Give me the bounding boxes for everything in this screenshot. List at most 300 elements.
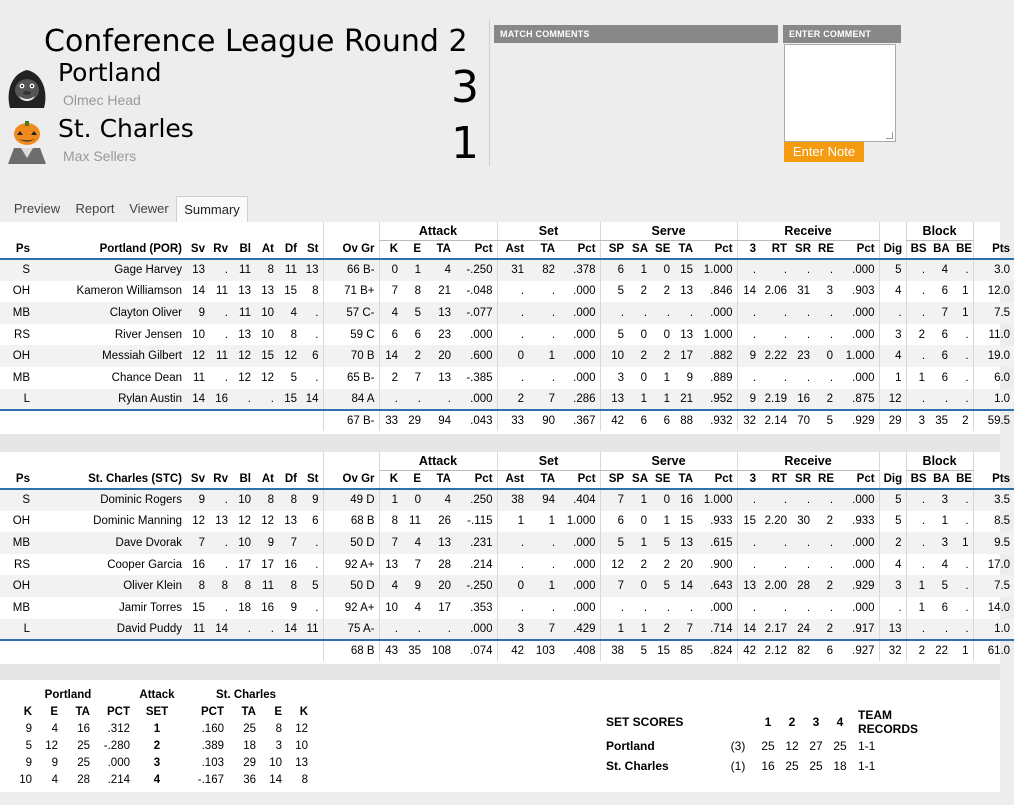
stat-cell-kills: . (379, 619, 402, 641)
col-header-receives[interactable]: Rv (209, 240, 232, 259)
attack-set-cell: 25 (243, 722, 256, 735)
stat-cell-overall-grade: 49 D (323, 489, 379, 511)
col-header-block-assists[interactable]: BA (929, 470, 952, 489)
col-header-set-pct[interactable]: Pct (559, 470, 600, 489)
stat-cell-serve-pct: .900 (710, 558, 733, 571)
stat-cell-assists: . (497, 324, 528, 346)
match-comments-header: MATCH COMMENTS (494, 25, 778, 43)
stat-cell-receive-pct: .000 (837, 302, 879, 324)
player-name[interactable]: Oliver Klein (34, 575, 186, 597)
col-header-serve-attempts[interactable]: TA (674, 470, 697, 489)
stat-cell-attacks: . (255, 619, 278, 641)
stat-cell-position: RS (14, 328, 30, 341)
stat-cell-sets: . (301, 302, 323, 324)
stat-cell-kills: 4 (379, 575, 402, 597)
total-cell-digs (278, 640, 301, 661)
stat-cell-set-pct: .286 (559, 389, 600, 411)
stat-cell-kills: 7 (379, 281, 402, 303)
col-header-digs-count[interactable]: Dig (879, 240, 906, 259)
stat-cell-attacks: . (255, 389, 278, 411)
col-header-set-attempts[interactable]: TA (528, 470, 559, 489)
section-spacer (0, 434, 1000, 452)
stat-cell-serve-errors: 2 (663, 558, 671, 571)
stat-cell-block-solos: 2 (906, 324, 929, 346)
col-header-aces[interactable]: SA (628, 470, 651, 489)
stat-cell-digs: 5 (290, 371, 297, 384)
stat-cell-receive-rating: . (760, 489, 791, 511)
stat-cell-receive-rating: . (760, 532, 791, 554)
stat-cell-digs-count: 4 (879, 345, 906, 367)
stat-cell-overall-grade: 68 B (323, 511, 379, 533)
stat-cell-serves: 11 (193, 371, 205, 384)
receive-group-header: Receive (737, 452, 879, 470)
group-spacer (323, 222, 379, 240)
stat-cell-sets: . (315, 371, 319, 384)
stat-cell-sets: 6 (312, 515, 319, 528)
col-header-team: St. Charles (STC) (34, 470, 186, 489)
stat-cell-assists: . (497, 281, 528, 303)
total-cell-serve-pct: .932 (697, 410, 737, 431)
col-header-blocks[interactable]: Bl (232, 240, 255, 259)
stat-cell-receive-rating: 2.17 (760, 619, 791, 641)
stat-cell-assists: . (497, 532, 528, 554)
col-header-receive-pct[interactable]: Pct (837, 240, 879, 259)
total-cell-receives (209, 640, 232, 661)
total-cell-receive-pct: .929 (837, 410, 879, 431)
player-name[interactable]: Chance Dean (111, 371, 182, 384)
stat-cell-serve-points: 12 (600, 554, 628, 576)
player-name[interactable]: Clayton Oliver (34, 302, 186, 324)
stat-cell-errors: 9 (402, 575, 425, 597)
stat-cell-attacks: 13 (261, 285, 274, 298)
stat-cell-receive-pct: .933 (852, 515, 875, 528)
total-cell-serve-receptions: 70 (791, 410, 814, 431)
stat-cell-block-solos: . (906, 345, 929, 367)
stat-cell-perfect-passes: . (737, 324, 760, 346)
col-header-overall-grade[interactable]: Ov Gr (323, 240, 379, 259)
col-header-attacks[interactable]: At (255, 470, 278, 489)
stat-cell-overall-grade: 50 D (323, 532, 379, 554)
tab-summary[interactable]: Summary (176, 196, 248, 222)
stat-cell-digs: 11 (278, 259, 301, 281)
stat-cell-kills: 1 (379, 489, 402, 511)
stat-cell-aces: 2 (640, 285, 648, 298)
stat-cell-serve-errors: 2 (651, 345, 674, 367)
attack-group-header: Attack (379, 452, 497, 470)
total-cell-assists: 42 (497, 640, 528, 661)
stat-cell-receive-rating: . (783, 371, 788, 384)
stat-cell-digs-count: 4 (879, 554, 906, 576)
col-header-serve-receptions[interactable]: SR (791, 240, 814, 259)
attack-set-cell: 4 (51, 773, 58, 786)
stat-cell-points: 6.0 (973, 367, 1014, 389)
col-header: PCT (201, 705, 224, 718)
attack-set-cell: 4 (153, 773, 161, 786)
col-header-block-assists[interactable]: BA (929, 240, 952, 259)
attack-set-cell: 29 (243, 756, 256, 769)
stat-cell-serve-pct: .615 (697, 532, 737, 554)
stat-cell-serves: 8 (186, 575, 209, 597)
col-header-receive-rating[interactable]: RT (760, 240, 791, 259)
stat-cell-attacks: 10 (261, 328, 274, 341)
player-row (0, 597, 1014, 619)
stat-cell-block-errors: . (952, 389, 973, 411)
stat-cell-overall-grade: 71 B+ (323, 281, 379, 303)
set-scores-table (606, 708, 952, 776)
stat-cell-perfect-passes: . (737, 489, 760, 511)
stat-cell-serve-pct: .933 (710, 515, 733, 528)
stat-cell-errors: 0 (402, 489, 425, 511)
col-header-set-attempts[interactable]: TA (528, 240, 559, 259)
player-name[interactable]: Jamir Torres (118, 601, 182, 614)
col-header-blocks[interactable]: Bl (232, 470, 255, 489)
stat-cell-position: OH (12, 285, 30, 298)
stat-cell-set-pct: .000 (573, 558, 596, 571)
attack-set-cell: -.280 (103, 739, 130, 752)
stat-cell-serve-errors: 2 (651, 619, 674, 641)
stat-cell-receive-pct: .000 (837, 489, 879, 511)
col-header-overall-grade[interactable]: Ov Gr (323, 470, 379, 489)
col-header-total-attempts[interactable]: TA (425, 240, 455, 259)
col-header-total-attempts[interactable]: TA (425, 470, 455, 489)
stat-cell-points: 14.0 (973, 597, 1014, 619)
stat-cell-set-attempts: . (551, 371, 556, 384)
stat-cell-perfect-passes: 9 (737, 389, 760, 411)
stat-cell-receives: . (224, 328, 228, 341)
col-header-perfect-passes[interactable]: 3 (737, 240, 760, 259)
col-header-sets[interactable]: St (301, 470, 323, 489)
total-cell-block-solos: 3 (906, 410, 929, 431)
stat-cell-serve-pct: .882 (697, 345, 737, 367)
stat-cell-serve-points: 3 (600, 367, 628, 389)
team-records-label: TEAM RECORDS (858, 708, 919, 736)
col-header-receive-errors[interactable]: RE (814, 240, 837, 259)
col-header-assists[interactable]: Ast (497, 470, 528, 489)
player-name[interactable]: David Puddy (34, 619, 186, 641)
col-header-serve-points[interactable]: SP (600, 240, 628, 259)
stat-cell-total-attempts: . (425, 389, 455, 411)
player-name[interactable]: Dominic Manning (93, 515, 182, 528)
col-header-set-pct[interactable]: Pct (559, 240, 600, 259)
player-name[interactable]: Rylan Austin (34, 389, 186, 411)
stat-cell-serve-pct: .889 (710, 371, 733, 384)
player-name[interactable]: Dominic Rogers (34, 489, 186, 511)
stat-cell-sets: 14 (301, 389, 323, 411)
stat-cell-block-errors: . (952, 489, 973, 511)
tab-report[interactable]: Report (75, 201, 115, 216)
total-cell-total-attempts: 94 (425, 410, 455, 431)
gorilla-logo-icon (4, 64, 50, 112)
col-header-receive-errors[interactable]: RE (814, 470, 837, 489)
player-row (0, 511, 1014, 533)
stat-cell-serve-attempts: 13 (680, 328, 694, 341)
col-header-digs-count[interactable]: Dig (879, 470, 906, 489)
stat-cell-digs-count: . (879, 302, 906, 324)
total-cell-serve-pct: .824 (697, 640, 737, 661)
col-header-perfect-passes[interactable]: 3 (737, 470, 760, 489)
col-header-position[interactable]: Ps (0, 470, 34, 489)
stat-cell-total-attempts: 20 (425, 345, 455, 367)
attack-set-cell: 9 (25, 722, 32, 735)
stat-cell-set-attempts: . (551, 328, 556, 341)
attack-set-cell: 28 (77, 773, 90, 786)
stat-cell-block-assists: . (929, 389, 952, 411)
receive-group-header: Receive (737, 222, 879, 240)
away-coach-name: Max Sellers (63, 148, 137, 164)
total-cell-serve-errors: 15 (651, 640, 674, 661)
stat-cell-receive-rating: 2.06 (764, 285, 788, 298)
stat-cell-aces: 0 (628, 575, 651, 597)
col-header-kills[interactable]: K (379, 470, 402, 489)
col-header-kills[interactable]: K (379, 240, 402, 259)
stat-cell-serve-attempts: 21 (674, 389, 697, 411)
stat-cell-assists: . (497, 367, 528, 389)
player-name[interactable]: Dave Dvorak (34, 532, 186, 554)
attack-set-cell: 12 (295, 722, 308, 735)
total-cell-perfect-passes: 32 (737, 410, 760, 431)
col-header-serves[interactable]: Sv (186, 470, 209, 489)
stat-cell-serves: 9 (186, 302, 209, 324)
total-cell-serve-points: 42 (600, 410, 628, 431)
stat-cell-serve-receptions: 23 (791, 345, 814, 367)
stat-cell-receives: 14 (209, 619, 232, 641)
stat-cell-set-pct: .000 (559, 302, 600, 324)
player-row (0, 345, 1014, 367)
col-header-receives[interactable]: Rv (209, 470, 232, 489)
stat-cell-block-solos: . (906, 532, 929, 554)
stat-cell-assists: 31 (497, 259, 528, 281)
stat-cell-overall-grade: 75 A- (323, 619, 379, 641)
stat-cell-serve-errors: . (651, 302, 674, 324)
stat-cell-serve-pct: 1.000 (697, 259, 737, 281)
stat-cell-receive-pct: 1.000 (837, 345, 879, 367)
stat-cell-serve-receptions: . (806, 601, 811, 614)
col-header-pct[interactable]: Pct (455, 240, 497, 259)
portland-stats-table (0, 222, 1014, 431)
stat-cell-digs: 7 (278, 532, 301, 554)
col-header-sets[interactable]: St (301, 240, 323, 259)
player-name[interactable]: Messiah Gilbert (34, 345, 186, 367)
stat-cell-set-attempts: 1 (528, 345, 559, 367)
total-cell-receive-rating: 2.12 (760, 640, 791, 661)
block-group-header: Block (906, 222, 973, 240)
stat-cell-sets: 5 (301, 575, 323, 597)
col-header-serve-points[interactable]: SP (600, 470, 628, 489)
group-spacer (879, 452, 906, 470)
set-score: 25 (833, 739, 847, 753)
set-score: 12 (785, 739, 799, 753)
player-name[interactable]: River Jensen (114, 328, 182, 341)
comment-textarea[interactable] (784, 44, 896, 142)
attack-set-cell: 36 (243, 773, 256, 786)
player-name[interactable]: Gage Harvey (34, 259, 186, 281)
tab-viewer[interactable]: Viewer (129, 201, 169, 216)
stat-cell-digs-count: 13 (879, 619, 906, 641)
stat-cell-set-pct: .404 (559, 489, 600, 511)
stat-cell-receive-errors: 0 (814, 345, 837, 367)
col-header-serve-receptions[interactable]: SR (791, 470, 814, 489)
stat-cell-serve-attempts: 14 (674, 575, 697, 597)
stat-cell-serve-points: 5 (600, 281, 628, 303)
attack-set-row (6, 771, 308, 788)
col-header-errors[interactable]: E (402, 240, 425, 259)
attack-set-cell: 4 (51, 722, 58, 735)
stat-cell-block-assists: 7 (929, 302, 952, 324)
stat-cell-block-errors: 1 (952, 532, 973, 554)
stat-cell-total-attempts: 13 (425, 532, 455, 554)
col-header: K (23, 705, 32, 718)
total-cell-pct: .074 (455, 640, 497, 661)
attack-set-cell: 3 (153, 756, 161, 769)
stat-cell-overall-grade: 92 A+ (323, 554, 379, 576)
stat-cell-aces: 1 (628, 259, 651, 281)
stat-cell-digs: 4 (278, 302, 301, 324)
stat-cell-total-attempts: 23 (438, 328, 451, 341)
col-header-serves[interactable]: Sv (186, 240, 209, 259)
stat-cell-kills: 2 (379, 367, 402, 389)
stat-cell-receive-pct: .917 (837, 619, 879, 641)
tab-preview[interactable]: Preview (13, 201, 61, 216)
stat-cell-serve-pct: .952 (697, 389, 737, 411)
stat-cell-receive-errors: . (829, 601, 834, 614)
col-header-block-errors[interactable]: BE (952, 240, 973, 259)
player-name[interactable]: Kameron Williamson (76, 285, 182, 298)
total-cell-serve-receptions: 82 (791, 640, 814, 661)
stat-cell-position: OH (0, 345, 34, 367)
player-row (0, 367, 1014, 389)
enter-note-button[interactable]: Enter Note (784, 142, 864, 162)
stat-cell-total-attempts: 28 (438, 558, 451, 571)
set-score: 16 (761, 759, 775, 773)
attack-set-cell: .103 (201, 756, 224, 769)
col-header-points[interactable]: Pts (973, 240, 1014, 259)
stat-cell-serve-receptions: . (791, 259, 814, 281)
col-header-pct[interactable]: Pct (455, 470, 497, 489)
stat-cell-serve-pct: 1.000 (697, 489, 737, 511)
col-header: TA (241, 705, 256, 718)
stat-cell-serve-errors: 1 (663, 515, 671, 528)
stat-cell-serve-errors: 5 (651, 575, 674, 597)
player-row (0, 532, 1014, 554)
col-header-serve-errors[interactable]: SE (651, 470, 674, 489)
total-cell-digs (278, 410, 301, 431)
stat-cell-pct: -.077 (455, 302, 497, 324)
attack-set-cell: 18 (243, 739, 256, 752)
stat-cell-sets: . (315, 328, 319, 341)
set-score: 18 (833, 759, 847, 773)
stat-cell-aces: 0 (640, 328, 648, 341)
col-header-errors[interactable]: E (402, 470, 425, 489)
stat-cell-receives: . (209, 302, 232, 324)
stat-cell-aces: 0 (640, 371, 648, 384)
group-spacer (973, 452, 1014, 470)
col-header-position[interactable]: Ps (0, 240, 34, 259)
col-header-serve-errors[interactable]: SE (651, 240, 674, 259)
stat-cell-serve-attempts: . (689, 601, 694, 614)
stat-cell-serve-attempts: 13 (680, 285, 694, 298)
stat-cell-receive-pct: .000 (837, 532, 879, 554)
player-row (0, 324, 1014, 346)
stat-cell-serve-attempts: 15 (680, 515, 694, 528)
header-divider (489, 20, 490, 166)
stat-cell-block-solos: . (906, 302, 929, 324)
attack-set-cell: 13 (295, 756, 308, 769)
col-header-receive-pct[interactable]: Pct (837, 470, 879, 489)
stat-cell-digs: 14 (278, 619, 301, 641)
stat-cell-receive-errors: 2 (814, 575, 837, 597)
stat-cell-errors: 2 (402, 345, 425, 367)
stat-cell-set-pct: .378 (559, 259, 600, 281)
stat-cell-perfect-passes: 9 (737, 345, 760, 367)
stat-cell-pct: .353 (470, 601, 493, 614)
stat-cell-position: MB (12, 601, 30, 614)
stat-cell-errors: 7 (414, 371, 421, 384)
col-header-block-errors[interactable]: BE (952, 470, 973, 489)
stat-cell-serves: 15 (192, 601, 205, 614)
stat-cell-kills: 6 (379, 324, 402, 346)
col-header-serve-attempts[interactable]: TA (674, 240, 697, 259)
block-group-header: Block (906, 452, 973, 470)
stat-cell-serves: 14 (192, 285, 205, 298)
col-header-serve-pct[interactable]: Pct (697, 470, 737, 489)
stat-cell-serve-pct: .846 (710, 285, 733, 298)
col-header: K (299, 705, 308, 718)
stat-cell-kills: 0 (379, 259, 402, 281)
col-header-points[interactable]: Pts (973, 470, 1014, 489)
summary-footer (0, 680, 1000, 792)
stat-cell-set-attempts: . (528, 532, 559, 554)
col-header-block-solos[interactable]: BS (906, 470, 929, 489)
stat-cell-receive-pct: .000 (852, 601, 875, 614)
stat-cell-errors: 5 (402, 302, 425, 324)
attack-set-cell: 9 (25, 756, 32, 769)
stat-cell-set-attempts: . (528, 302, 559, 324)
total-cell-team (34, 410, 186, 431)
col-header-aces[interactable]: SA (628, 240, 651, 259)
stat-cell-aces: 0 (640, 515, 648, 528)
stat-cell-block-assists: 6 (929, 345, 952, 367)
col-header: TA (75, 705, 90, 718)
stat-cell-block-assists: 3 (929, 489, 952, 511)
total-cell-overall-grade: 68 B (323, 640, 379, 661)
col-header-assists[interactable]: Ast (497, 240, 528, 259)
col-header-serve-pct[interactable]: Pct (697, 240, 737, 259)
stat-cell-block-errors: . (965, 515, 969, 528)
stat-cell-serves: 16 (192, 558, 205, 571)
stat-cell-receives: 13 (215, 515, 228, 528)
stat-cell-serve-errors: 2 (663, 285, 671, 298)
stat-cell-serve-pct: .714 (697, 619, 737, 641)
stat-cell-overall-grade: 84 A (323, 389, 379, 411)
stat-cell-points: 3.0 (973, 259, 1014, 281)
col-header-block-solos[interactable]: BS (906, 240, 929, 259)
stat-cell-blocks: 11 (232, 259, 255, 281)
stat-cell-set-attempts: 7 (528, 389, 559, 411)
stat-cell-serve-points: 1 (600, 619, 628, 641)
player-name[interactable]: Cooper Garcia (107, 558, 182, 571)
col-header-digs[interactable]: Df (278, 470, 301, 489)
col-header-attacks[interactable]: At (255, 240, 278, 259)
stat-cell-sets: . (315, 558, 319, 571)
col-header-receive-rating[interactable]: RT (760, 470, 791, 489)
attack-set-cell: 8 (275, 722, 282, 735)
stat-cell-attacks: 15 (255, 345, 278, 367)
attack-set-cell: 3 (275, 739, 282, 752)
stat-cell-serve-receptions: . (791, 489, 814, 511)
stat-cell-overall-grade: 70 B (323, 345, 379, 367)
col-header-digs[interactable]: Df (278, 240, 301, 259)
stat-cell-perfect-passes: . (737, 554, 760, 576)
